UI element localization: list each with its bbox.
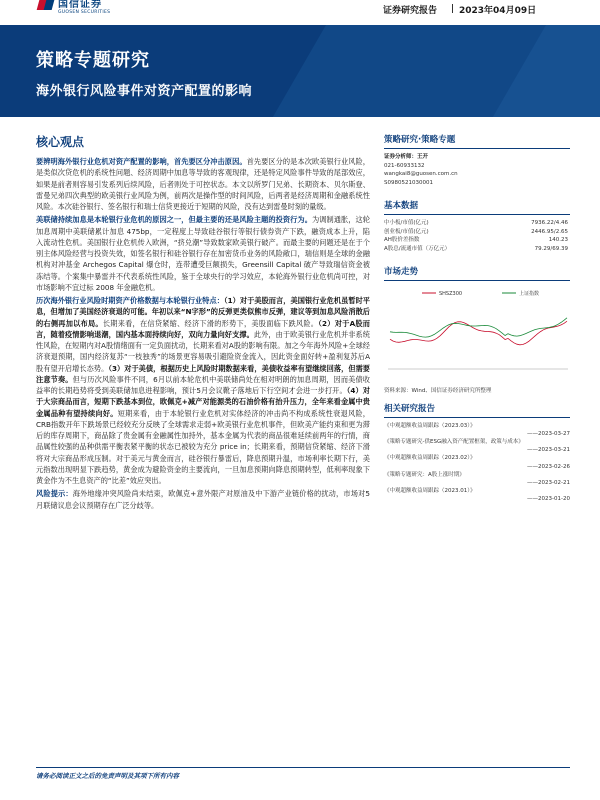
- market-trend-chart: [384, 285, 570, 385]
- related-report-title[interactable]: 《策略专题研究-供ESG融入资产配置框架，政策与成本》: [384, 438, 524, 445]
- report-type: 证券研究报告: [383, 6, 438, 16]
- sidebar: [384, 133, 570, 504]
- related-report-item[interactable]: [384, 471, 570, 487]
- row-value: 7936.22/4.46: [531, 220, 568, 226]
- related-report-item[interactable]: [384, 454, 570, 470]
- basic-data-title: 基本数据: [384, 201, 419, 211]
- table-row: [384, 245, 570, 254]
- row-label: A股总/流通市值（万亿元）: [384, 245, 451, 252]
- series-line-shsz300: [390, 321, 567, 345]
- related-report-date: ——2023-02-26: [527, 463, 570, 470]
- related-report-item[interactable]: [384, 487, 570, 503]
- related-report-title[interactable]: 《中观超额收益周跟踪（2023.03）》: [384, 422, 476, 429]
- sidebar-rule: [384, 148, 570, 149]
- p3-s2: （2）对于A股而言，随着疫情影响退潮，国内基本面持续向好，双向力量向好支撑。: [36, 318, 370, 339]
- related-report-date: ——2023-02-21: [527, 479, 570, 486]
- related-reports-title: 相关研究报告: [384, 403, 436, 414]
- analyst-phone: 021-60933132: [384, 162, 425, 169]
- section-title: 核心观点: [36, 135, 85, 149]
- row-value: 140.23: [548, 237, 568, 243]
- basic-data-rule: [384, 214, 570, 215]
- analyst-email[interactable]: wangkai8@guosen.com.cn: [384, 171, 458, 177]
- series-line-shanghai: [390, 318, 567, 337]
- paragraph-3: [36, 295, 370, 486]
- header-separator: [452, 4, 453, 13]
- p1-lead: 要辨明海外银行业危机对资产配置的影响，首先要区分冲击原因。: [36, 157, 247, 166]
- row-label: AH股价差指数: [384, 237, 420, 243]
- analyst-info: [384, 153, 570, 187]
- legend-label-shanghai: 上证指数: [519, 291, 540, 297]
- p3-s4: （4）对于大宗商品而言，短期下跌基本到位，欧佩克+减产对能源类的石油价格有抬升压力，全年来看金属中贵金属品种有望持续向好。: [36, 386, 370, 418]
- main-content: [36, 133, 370, 513]
- guosen-logo: [38, 0, 110, 20]
- row-label: 创业板/市值(亿元): [384, 228, 429, 235]
- related-report-title[interactable]: 《中观超额收益周跟踪（2023.02）》: [384, 455, 476, 462]
- related-reports-list: [384, 422, 570, 504]
- logo-en-text: GUOSEN SECURITIES: [58, 10, 111, 15]
- risk-paragraph: [36, 488, 370, 511]
- related-report-item[interactable]: [384, 422, 570, 438]
- analyst-name: 证券分析师：王开: [384, 154, 429, 160]
- p3-s4b: 短期来看，由于本轮银行业危机对实体经济的冲击尚不构成系统性衰退风险，CRB指数开年下跌场景已经较充分反映了全球需求走弱+欧美银行业危机事件，但欧美产能约束和更为滞后的库存周期下，商品除了贵金属有金融属性加持外，基本金属为代表的商品很难延续前两年的行情，商品属性较强的品种供需平衡表紧平衡的状态已被较为充分 price in；长期来看，预期信贷紧缩、经济下滑将对大宗商品形成压制。对于美元与黄金而言，硅谷银行暴雷后，降息预期升温，市场利率长期下行，美元指数出现明显下跌趋势，黄金成为避险资金的主要流向，一旦加息预期向降息预期转型，低利率现象下黄金作为不生息资产的“比差”效应突出。: [36, 408, 370, 485]
- basic-data-table: [384, 219, 570, 253]
- p3-s2b: 此外，由于欧美银行业危机并非系统性风险，在短期内对A股情绪面有一定负面扰动，长期来看对A股的影响有限。加之今年海外风险+全球经济衰退预期，国内经济复苏“一枝独秀”的场景更容易吸引避险资金流入，因此资金面好转+盈利复苏后A股有望开启增长态势。: [36, 329, 370, 373]
- p3-s3b: 但与历次风险事件不同，6月以前本轮危机中美联储尚处在相对明朗的加息周期，因而美债收益率的长期趋势将受到美联储加息进程影响，预计5月会议靴子落地后下行空间才会进一步打开。: [36, 374, 370, 395]
- chart-source: 资料来源：Wind、国信证券经济研究所整理: [384, 388, 492, 394]
- footer-disclaimer: 请务必阅读正文之后的免责声明及其项下所有内容: [36, 772, 179, 780]
- p3-s1: （1）对于美股而言，美国银行业危机虽暂时平息，但增加了美国经济衰退的可能。年初以来“N字形”的反弹更类似熊市反弹，建议等到加息风险消散后的右侧再加以布局。: [36, 296, 370, 328]
- related-reports-rule: [384, 417, 570, 418]
- related-report-date: ——2023-01-20: [527, 496, 570, 503]
- p2-body: 为调制通胀，这轮加息周期中美联储累计加息 475bp，一定程度上导致硅谷银行等银行债券资产下跌，融资成本上升，陷入流动性危机。美国银行业危机传入欧洲，“挤兑潮”导致数家欧美银行破产。而最主要的问题还是在于个别主体风险经营与投资失效，如签名银行和硅谷银行存在加密货币业务的风险敞口，瑞信则是全球的金融机构对冲基金 Archegos Capital 爆仓时，连带遭受巨额损失，Greensill Capital 破产导致瑞信资金被冻结等。个案集中暴雷并不代表系统性风险，鉴于全球央行的学习效应，本轮海外银行业危机尚可控，对市场影响不宜过标 2008 年金融危机。: [36, 215, 370, 292]
- risk-lead: 风险提示：: [36, 489, 73, 499]
- p1-body: 首先要区分的是本次欧美银行业风险，是类似次贷危机的系统性问题、经济周期中加息等导致的客观现律，还是特定风险事件导致的尾部效应，如果是前者则容易引发系列后续风险，后者则处于可控状态。本文以所罗门兄弟、长期资本、贝尔斯登、雷曼兄弟四次典型的欧美银行业风险为例，前两次是操作型的时间风险，后两者是经济周期和金融系统性风险。本次硅谷银行、签名银行和瑞士信贷更接近于短期的风险，没有达到雷曼时刻的量级。: [36, 157, 370, 211]
- market-chart-title: 市场走势: [384, 267, 419, 277]
- title-banner: [0, 25, 600, 117]
- table-row: [384, 228, 570, 237]
- table-row: [384, 236, 570, 245]
- page-header: [0, 0, 600, 22]
- p3-lead: 历次海外银行业风险时期资产价格数据与本轮银行业特点：: [36, 296, 224, 305]
- risk-body: 海外地缘冲突风险尚未结束，欧佩克+意外限产对原油及中下游产业链价格的扰动，市场对5月联储议息会议预期存在广泛分歧等。: [36, 489, 370, 510]
- report-subtitle: 海外银行风险事件对资产配置的影响: [36, 84, 253, 99]
- related-report-date: ——2023-03-21: [527, 447, 570, 454]
- related-report-title[interactable]: 《中观超额收益周跟踪（2023.01）》: [384, 488, 476, 495]
- logo-mark-icon: [38, 0, 54, 12]
- report-date: 2023年04月09日: [459, 6, 537, 16]
- related-report-title[interactable]: 《策略专题研究：A股上涨时期》: [384, 471, 465, 478]
- footer-rule: [36, 767, 570, 768]
- report-title: 策略专题研究: [36, 50, 150, 71]
- market-chart-rule: [384, 280, 570, 281]
- table-row: [384, 219, 570, 228]
- row-value: 2446.95/2.65: [531, 228, 568, 235]
- related-report-item[interactable]: [384, 438, 570, 454]
- sidebar-category: 策略研究·策略专题: [384, 135, 456, 145]
- logo-cn-text: 国信证券: [58, 0, 102, 10]
- p3-s1b: 长期来看，在信贷紧缩、经济下滑的形势下，美股面临下跌风险。: [102, 318, 319, 328]
- p2-lead: 美联储持续加息是本轮银行业危机的原因之一，但最主要的还是风险主题的投资行为。: [36, 215, 312, 225]
- p3-s3: （3）对于美债，根据历史上风险时期数据来看，美债收益率有望继续回落，但需要注意节奏。: [36, 363, 370, 384]
- paragraph-2: [36, 214, 370, 293]
- analyst-license: S0980521030001: [384, 179, 433, 186]
- related-report-date: ——2023-03-27: [527, 430, 570, 437]
- row-label: 中小板/市值(亿元): [384, 220, 429, 226]
- legend-label-shsz300: SHSZ300: [439, 291, 463, 297]
- paragraph-1: [36, 156, 370, 212]
- row-value: 79.29/69.39: [534, 245, 568, 252]
